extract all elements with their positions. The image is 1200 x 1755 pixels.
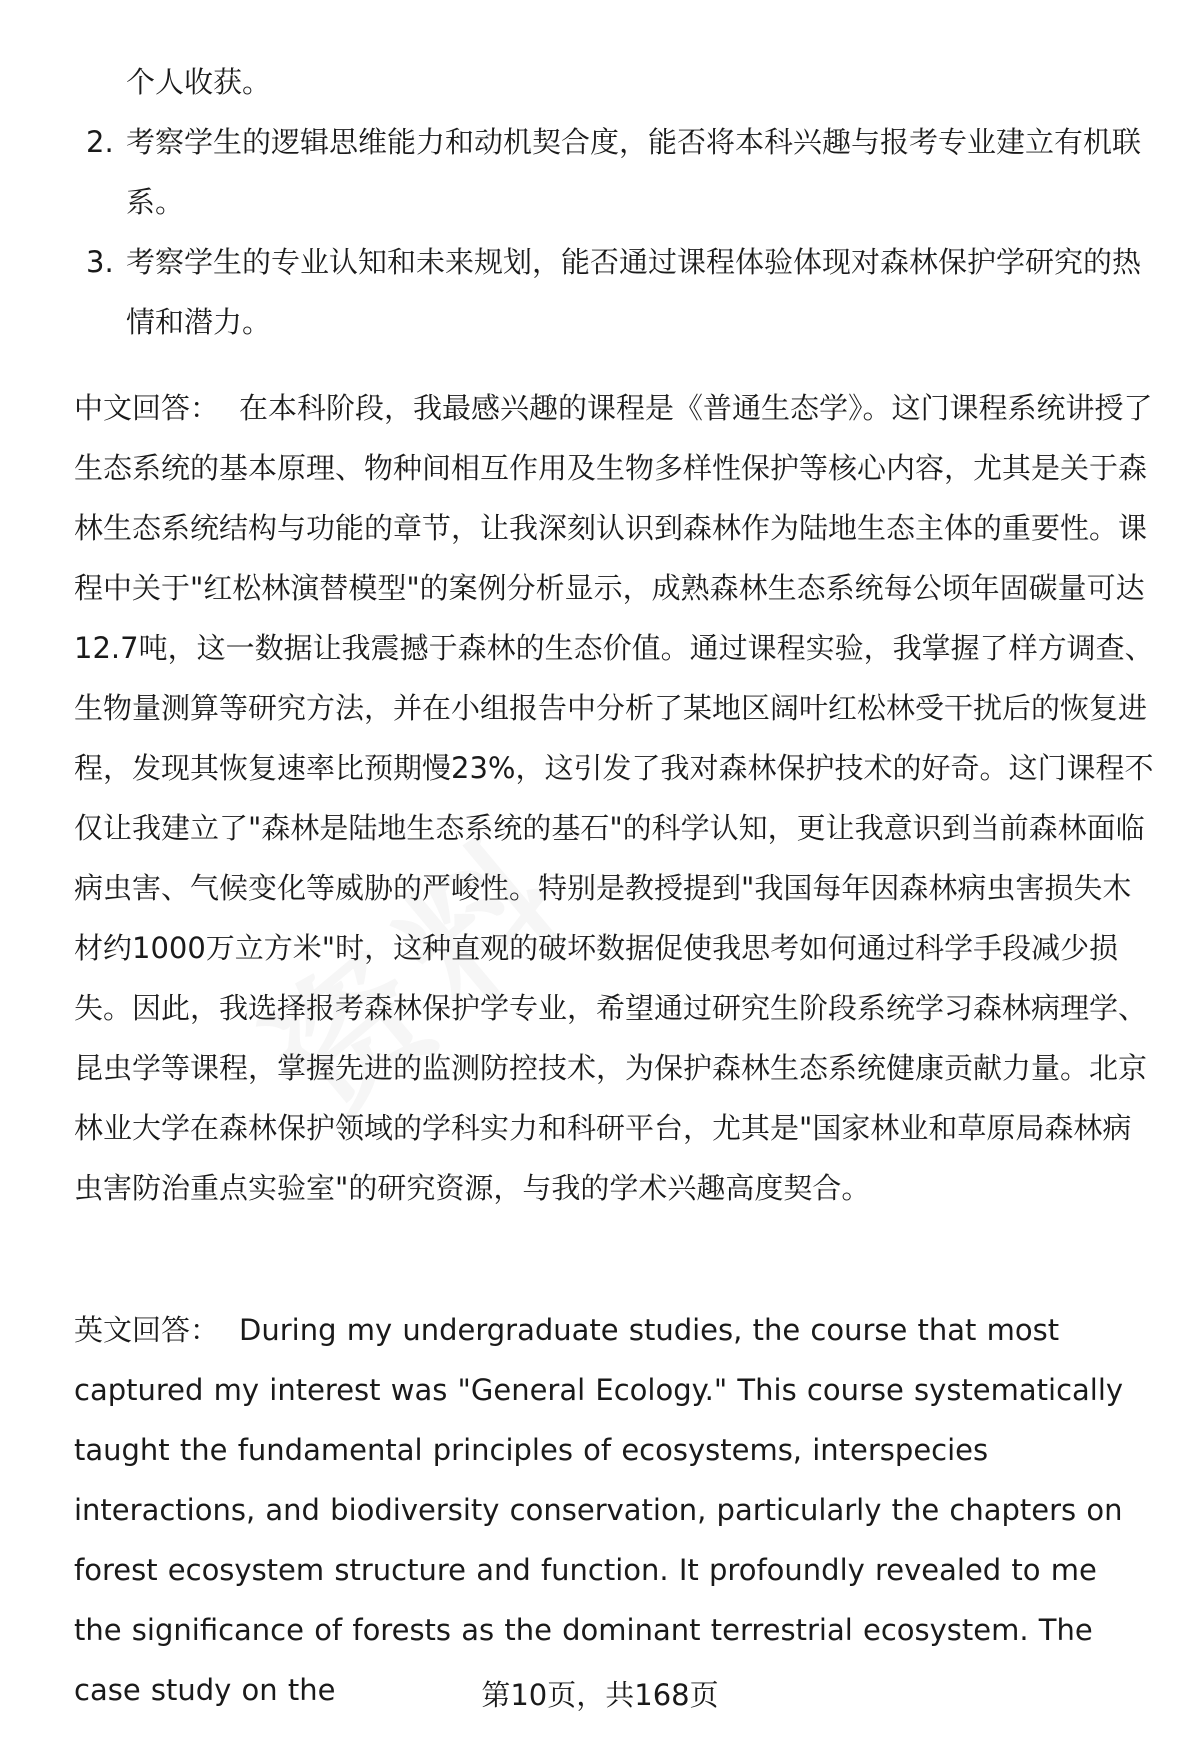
continuation-text: 个人收获。	[126, 65, 272, 99]
chinese-answer-label: 中文回答：	[74, 391, 220, 425]
english-answer-text: During my undergraduate studies, the course that most captured my interest was "General Ecology." This course systematically taught the fundamental principles of ecosystems, interspecies interactions, and biodiversity conservation, particularly the chapters on forest ecosystem structure and function. It profoundly revealed to me the significance of forests as the dominant terrestrial ecosystem. The case study on the	[74, 1313, 1124, 1707]
list-item	[74, 112, 1154, 232]
list-item-number: 2.	[86, 125, 114, 159]
list-item-continuation	[74, 52, 1154, 112]
page-number: 第10页，共168页	[481, 1678, 719, 1712]
english-answer	[74, 1300, 1154, 1720]
list-item	[74, 232, 1154, 352]
list-item-number: 3.	[86, 245, 114, 279]
list-item-text: 考察学生的逻辑思维能力和动机契合度，能否将本科兴趣与报考专业建立有机联系。	[126, 125, 1142, 219]
page-footer	[0, 1670, 1200, 1720]
criteria-list	[74, 52, 1154, 352]
english-answer-label: 英文回答：	[74, 1313, 220, 1347]
chinese-answer-text: 在本科阶段，我最感兴趣的课程是《普通生态学》。这门课程系统讲授了生态系统的基本原理、物种间相互作用及生物多样性保护等核心内容，尤其是关于森林生态系统结构与功能的章节，让我深刻认识到森林作为陆地生态主体的重要性。课程中关于"红松林演替模型"的案例分析显示，成熟森林生态系统每公顷年固碳量可达12.7吨，这一数据让我震撼于森林的生态价值。通过课程实验，我掌握了样方调查、生物量测算等研究方法，并在小组报告中分析了某地区阔叶红松林受干扰后的恢复进程，发现其恢复速率比预期慢23%，这引发了我对森林保护技术的好奇。这门课程不仅让我建立了"森林是陆地生态系统的基石"的科学认知，更让我意识到当前森林面临病虫害、气候变化等威胁的严峻性。特别是教授提到"我国每年因森林病虫害损失木材约1000万立方米"时，这种直观的破坏数据促使我思考如何通过科学手段减少损失。因此，我选择报考森林保护学专业，希望通过研究生阶段系统学习森林病理学、昆虫学等课程，掌握先进的监测防控技术，为保护森林生态系统健康贡献力量。北京林业大学在森林保护领域的学科实力和科研平台，尤其是"国家林业和草原局森林病虫害防治重点实验室"的研究资源，与我的学术兴趣高度契合。	[74, 391, 1154, 1205]
list-item-text: 考察学生的专业认知和未来规划，能否通过课程体验体现对森林保护学研究的热情和潜力。	[126, 245, 1142, 339]
chinese-answer	[74, 378, 1154, 1218]
